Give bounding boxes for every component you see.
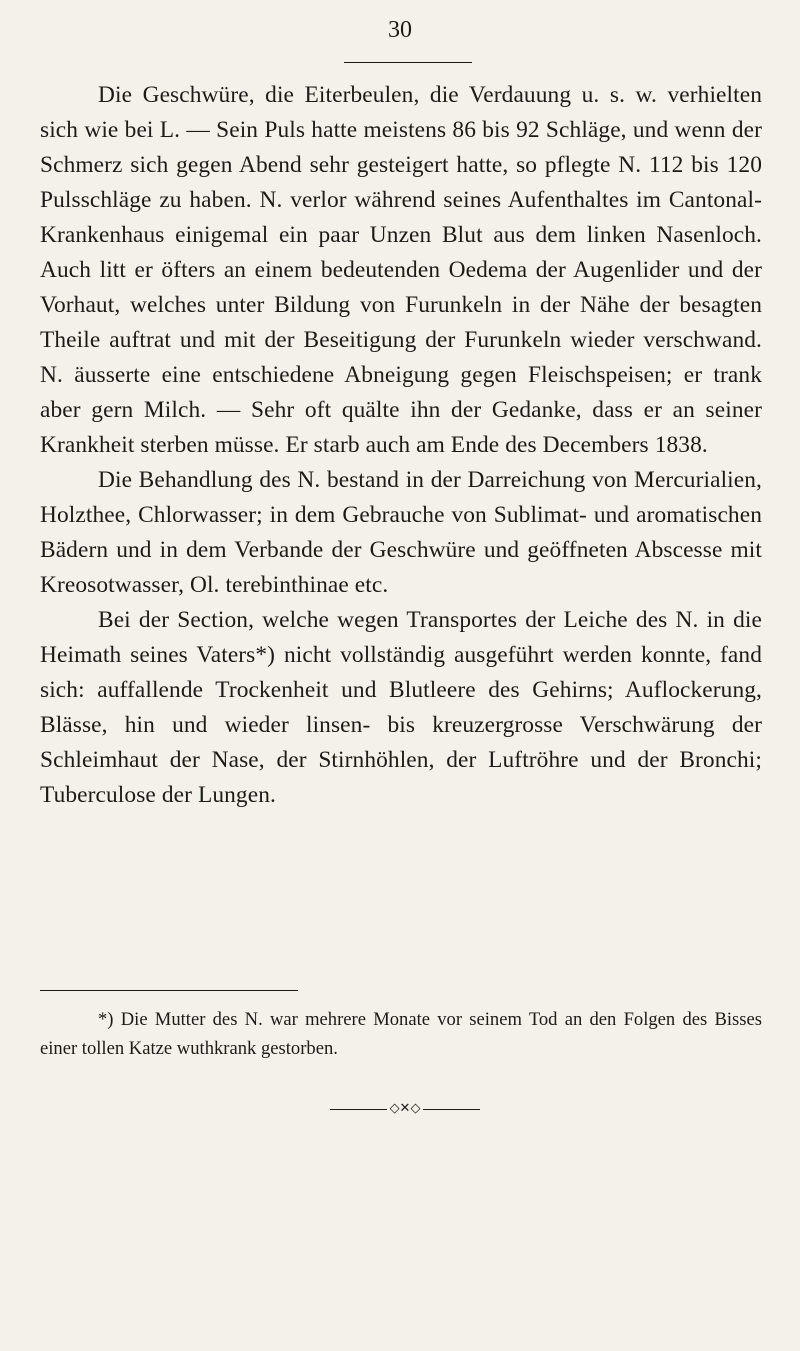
paragraph-1: Die Geschwüre, die Eiterbeulen, die Verdauung u. s. w. verhielten sich wie bei L. — Sein Puls hatte meistens 86 bis 92 Schläge, und wenn der Schmerz sich gegen Abend sehr gesteigert hatte, so pflegte N. 112 bis 120 Pulsschläge zu haben. N. verlor während seines Aufenthaltes im Cantonal-Krankenhaus einigemal ein paar Unzen Blut aus dem linken Nasenloch. Auch litt er öfters an einem bedeutenden Oedema der Augenlider und der Vorhaut, welches unter Bildung von Furunkeln in der Nähe der besagten Theile auftrat und mit der Beseitigung der Furunkeln wieder verschwand. N. äusserte eine entschiedene Abneigung gegen Fleischspeisen; er trank aber gern Milch. — Sehr oft quälte ihn der Gedanke, dass er an seiner Krankheit sterben müsse. Er starb auch am Ende des Decembers 1838. [40, 82, 762, 458]
diamond-cross-ornament-icon: ◇✕◇ [389, 1101, 421, 1116]
paragraph-3: Bei der Section, welche wegen Transportes der Leiche des N. in die Heimath seines Vaters*) nicht vollständig ausgeführt werden konnte, fand sich: auffallende Trockenheit und Blutleere des Gehirns; Auflockerung, Blässe, hin und wieder linsen- bis kreuzergrosse Verschwärung der Schleimhaut der Nase, der Stirnhöhlen, der Luftröhre und der Bronchi; Tuberculose der Lungen. [40, 607, 762, 808]
footnote-rule [40, 990, 298, 991]
body-text [40, 78, 762, 813]
ornament-divider [330, 1098, 480, 1120]
header-rule [344, 62, 472, 63]
ornament-line-left [330, 1109, 387, 1110]
footnote: *) Die Mutter des N. war mehrere Monate vor seinem Tod an den Folgen des Bisses einer tollen Katze wuthkrank gestorben. [40, 1009, 762, 1059]
paragraph-2: Die Behandlung des N. bestand in der Darreichung von Mercurialien, Holzthee, Chlorwasser; in dem Gebrauche von Sublimat- und aromatischen Bädern und in dem Verbande der Geschwüre und geöffneten Abscesse mit Kreosotwasser, Ol. terebinthinae etc. [40, 467, 762, 598]
page-number: 30 [388, 17, 412, 43]
ornament-line-right [423, 1109, 480, 1110]
